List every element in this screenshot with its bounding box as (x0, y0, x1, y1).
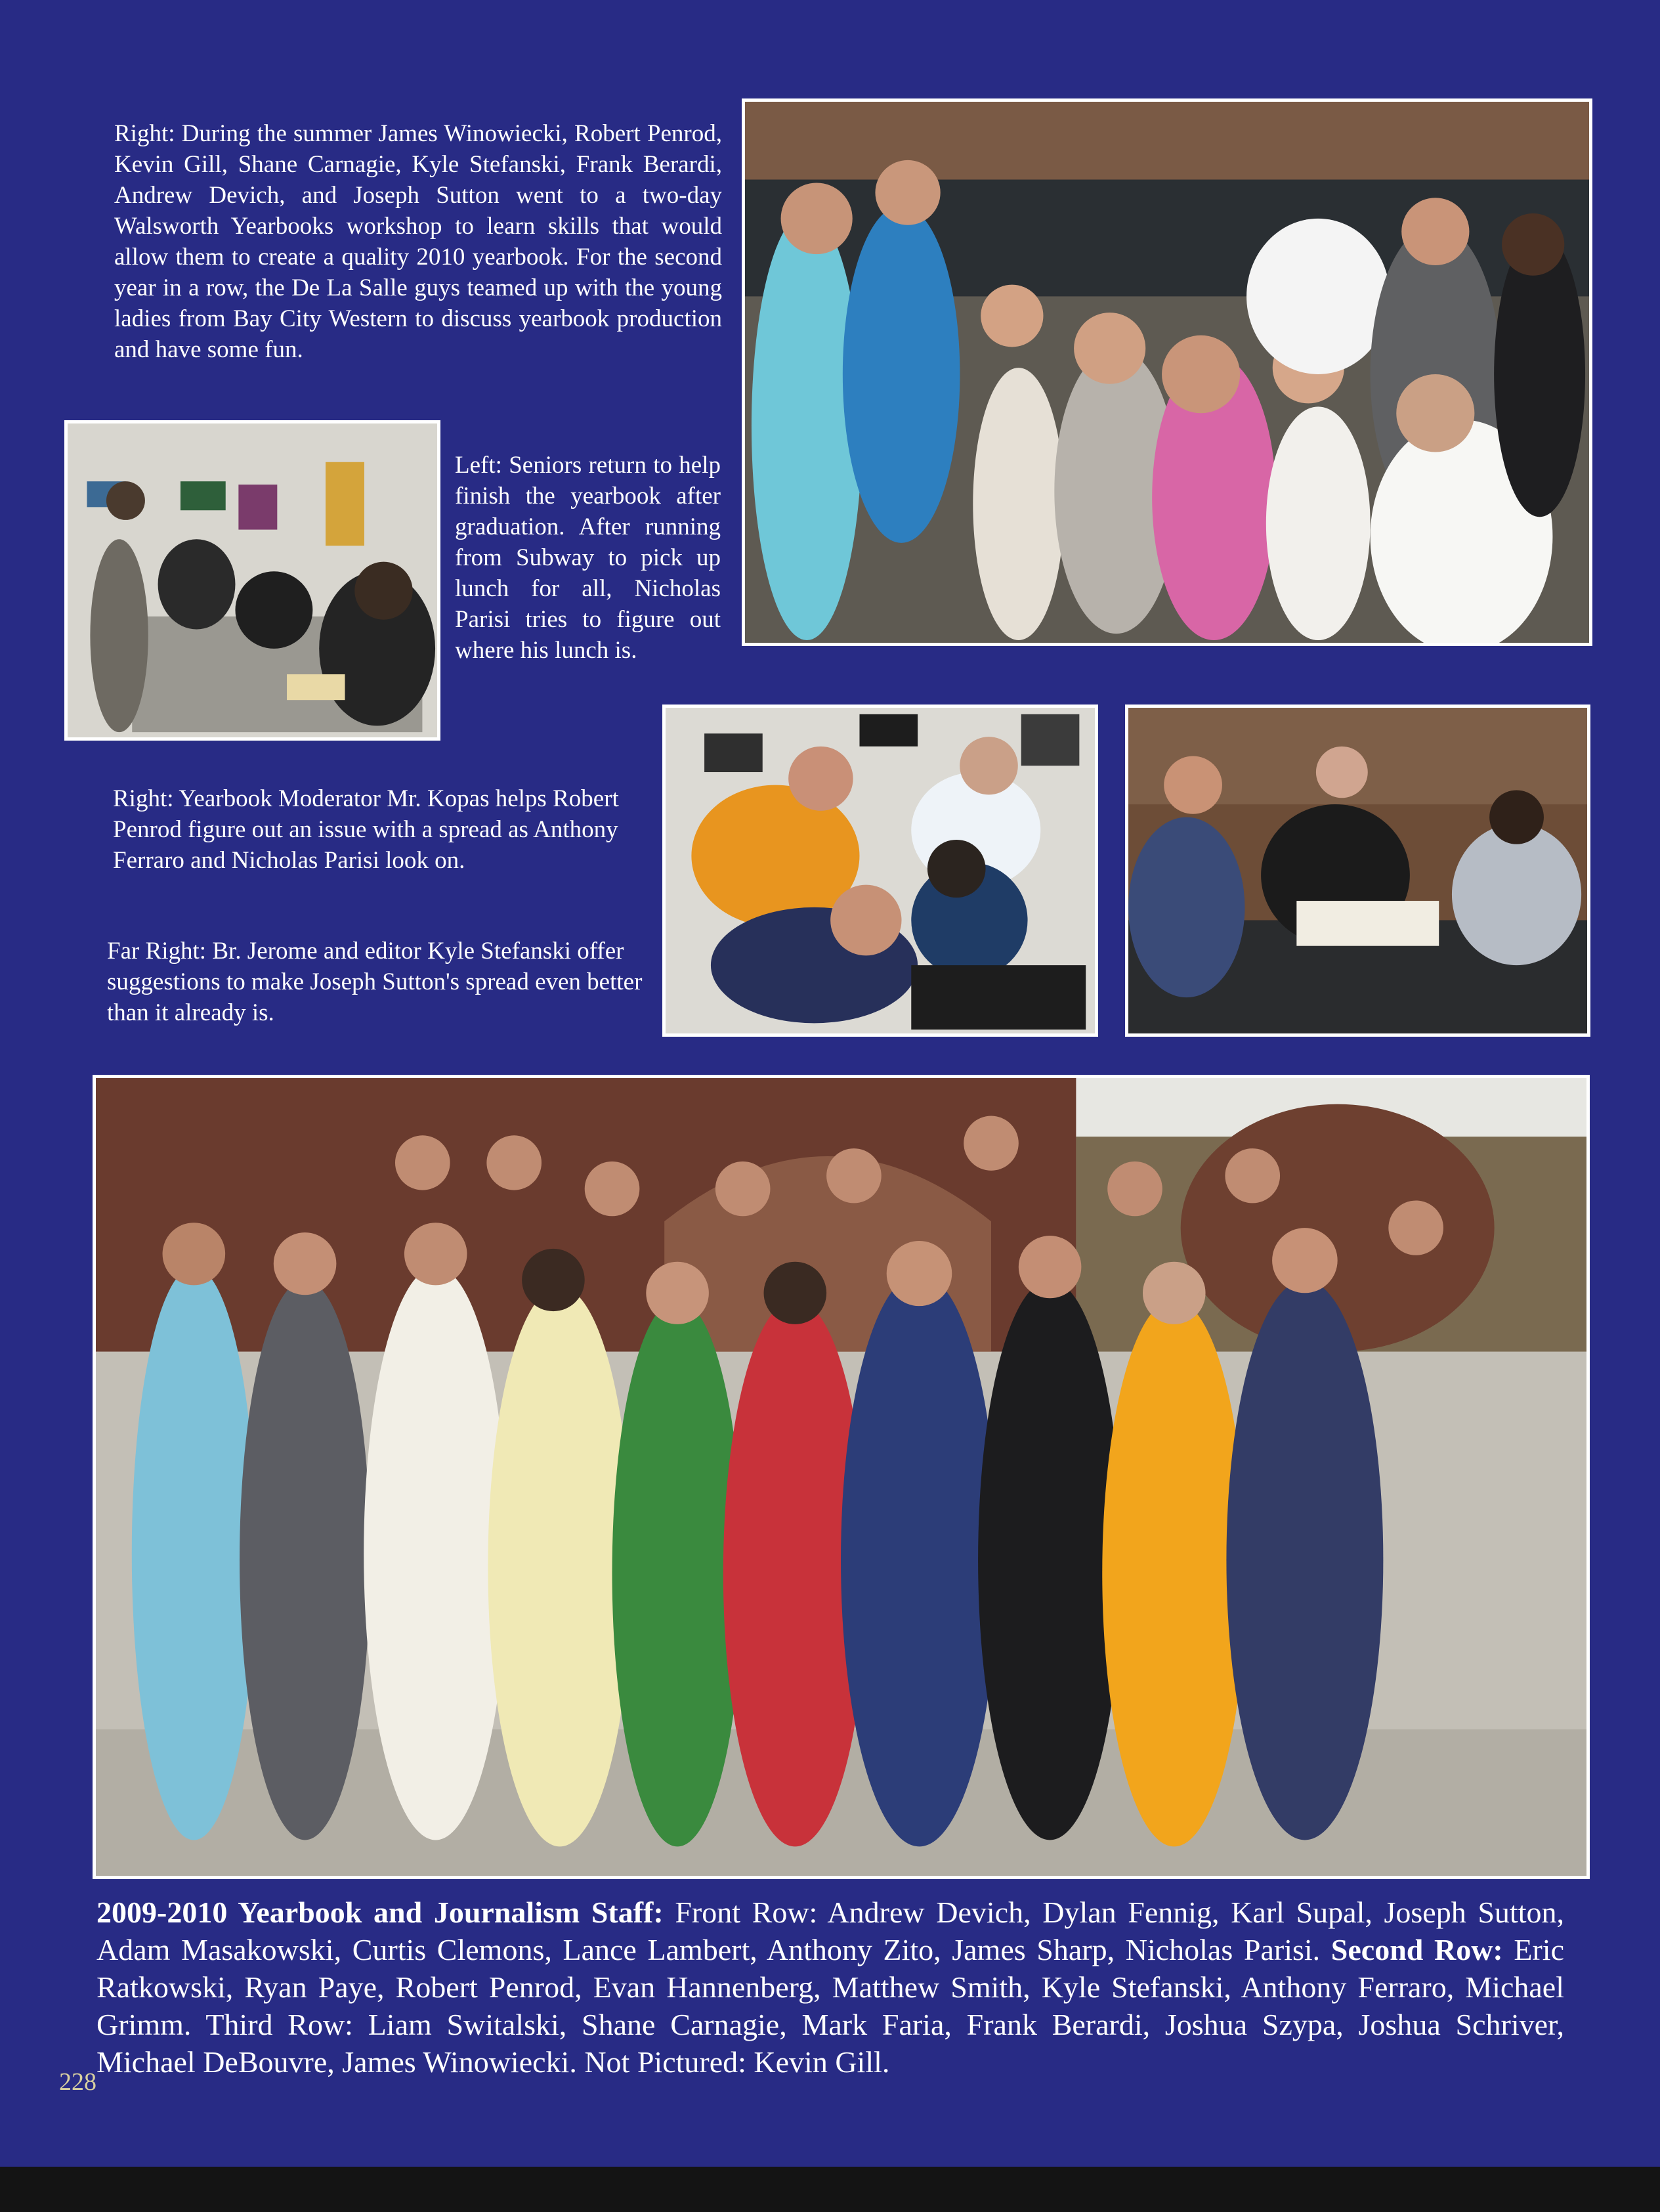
seniors-lunch-photo (64, 420, 440, 741)
moderator-caption: Right: Yearbook Moderator Mr. Kopas helps Robert Penrod figure out an issue with a spread as Anthony Ferraro and Nicholas Parisi look on. (113, 785, 619, 874)
workshop-photo-image (745, 102, 1589, 643)
staff-group-photo (93, 1075, 1590, 1879)
staff-photo-image (96, 1078, 1586, 1876)
moderator-photo-image (666, 708, 1095, 1033)
seniors-caption: Left: Seniors return to help finish the yearbook after graduation. After running from Subway to pick up lunch for all, Nicholas Parisi tries to figure out where his lunch is. (455, 452, 721, 664)
workshop-group-photo (742, 98, 1592, 646)
editor-caption: Far Right: Br. Jerome and editor Kyle Stefanski offer suggestions to make Joseph Sutton's spread even better than it already is. (107, 938, 643, 1026)
page-number: 228 (59, 2068, 96, 2096)
staff-caption (96, 1894, 1564, 2081)
staff-second-row-label: Second Row: (1330, 1933, 1503, 1966)
staff-front-row: Front Row: Andrew Devich, Dylan Fennig, Karl Supal, Joseph Sutton, Adam Masakowski, Curtis Clemons, Lance Lambert, Anthony Zito, James Sharp, Nicholas Parisi. (96, 1896, 1564, 1966)
staff-not-pictured: Not Pictured: Kevin Gill. (584, 2045, 890, 2079)
staff-caption-title: 2009-2010 Yearbook and Journalism Staff: (96, 1896, 664, 1929)
staff-second-row: Eric Ratkowski, Ryan Paye, Robert Penrod, Evan Hannenberg, Matthew Smith, Kyle Stefanski, Anthony Ferraro, Michael Grimm. (96, 1933, 1564, 2041)
workshop-caption: Right: During the summer James Winowiecki, Robert Penrod, Kevin Gill, Shane Carnagie, Kyle Stefanski, Frank Berardi, Andrew Devich, and Joseph Sutton went to a two-day Walsworth Yearbooks workshop to learn skills that would allow them to create a quality 2010 yearbook. For the second year in a row, the De La Salle guys teamed up with the young ladies from Bay City Western to discuss yearbook production and have some fun. (114, 120, 722, 363)
moderator-photo (662, 705, 1098, 1037)
seniors-photo-image (68, 423, 437, 737)
editor-photo-image (1128, 708, 1587, 1033)
staff-third-row: Third Row: Liam Switalski, Shane Carnagie, Mark Faria, Frank Berardi, Joshua Szypa, Joshua Schriver, Michael DeBouvre, James Winowiecki. (96, 2008, 1564, 2079)
editor-photo (1125, 705, 1590, 1037)
page-bottom-edge (0, 2167, 1660, 2212)
